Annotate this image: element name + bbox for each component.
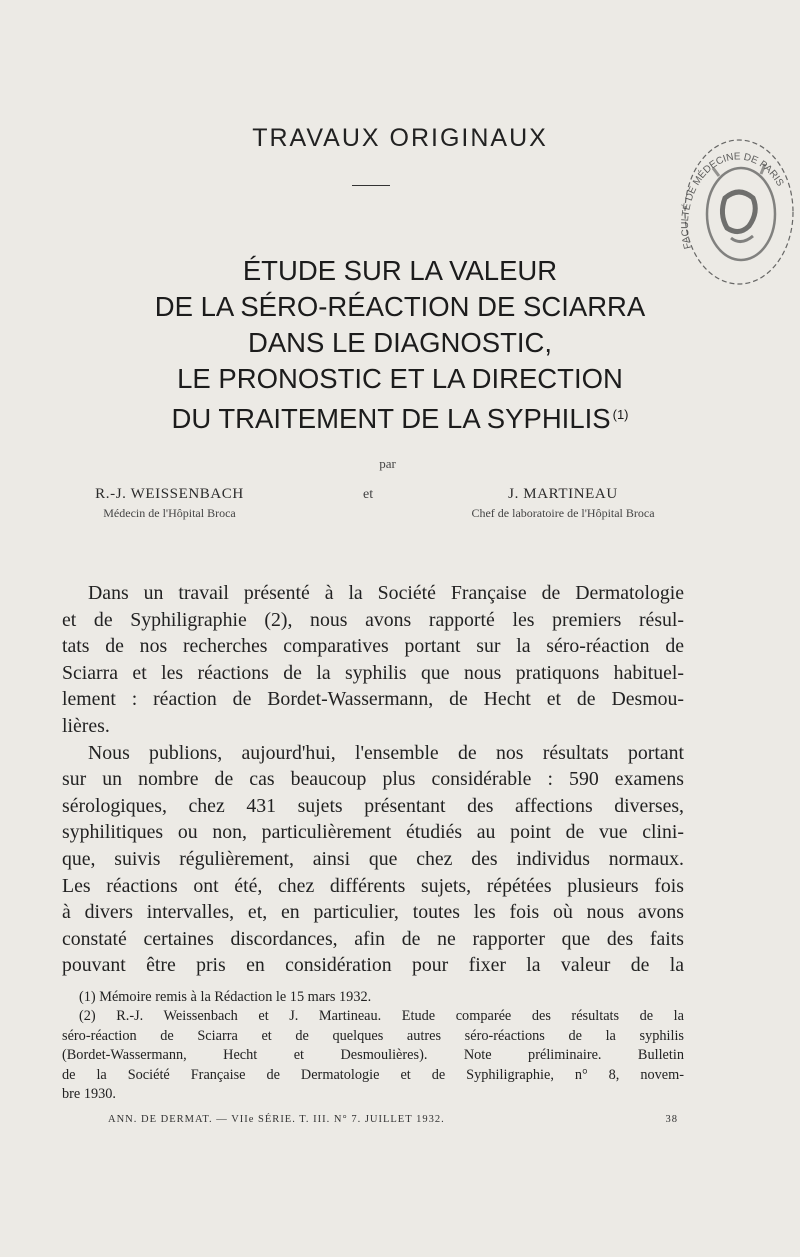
text-line: à divers intervalles, et, en particulier, toutes les fois où nous avons bbox=[62, 901, 684, 924]
footnotes bbox=[62, 988, 684, 1104]
text-line: lières. bbox=[62, 714, 110, 737]
footnote-line: (2) R.-J. Weissenbach et J. Martineau. Etude comparée des résultats de la bbox=[79, 1008, 684, 1025]
footnote-line: bre 1930. bbox=[62, 1086, 116, 1103]
paragraph bbox=[62, 580, 684, 740]
title-line: DE LA SÉRO-RÉACTION DE SCIARRA bbox=[154, 291, 646, 322]
text-line: pouvant être pris en considération pour fixer la valeur de la bbox=[62, 954, 684, 977]
text-line: Nous publions, aujourd'hui, l'ensemble de nos résultats portant bbox=[88, 741, 684, 764]
text-line: tats de nos recherches comparatives portant sur la séro-réaction de bbox=[62, 635, 684, 658]
text-line: et de Syphiligraphie (2), nous avons rapporté les premiers résul- bbox=[62, 608, 684, 631]
footnote-line: séro-réaction de Sciarra et de quelques autres séro-réactions de la syphilis bbox=[62, 1027, 684, 1044]
text-line: lement : réaction de Bordet-Wassermann, de Hecht et de Desmou- bbox=[62, 688, 684, 711]
stamp-inner-ring bbox=[707, 168, 775, 260]
author-name: J. MARTINEAU bbox=[508, 486, 618, 502]
stamp-text: FACULTÉ DE MÉDECINE DE PARIS bbox=[679, 151, 786, 251]
text-line: syphilitiques ou non, particulièrement étudiés au point de vue clini- bbox=[62, 821, 684, 844]
text-line: sur un nombre de cas beaucoup plus considérable : 590 examens bbox=[62, 768, 684, 791]
title-line-last bbox=[0, 397, 800, 437]
author-affiliation: Chef de laboratoire de l'Hôpital Broca bbox=[471, 506, 655, 520]
title-line: LE PRONOSTIC ET LA DIRECTION bbox=[177, 363, 623, 394]
paragraph bbox=[62, 740, 684, 979]
author-1 bbox=[42, 486, 297, 521]
text-line: Les réactions ont été, chez différents sujets, répétées plusieurs fois bbox=[62, 874, 684, 897]
svg-text:FACULTÉ DE MÉDECINE DE PARIS bbox=[679, 151, 785, 250]
stamp-emblem bbox=[722, 192, 755, 232]
footnote-line: (1) Mémoire remis à la Rédaction le 15 mars 1932. bbox=[79, 989, 372, 1005]
title-line: DANS LE DIAGNOSTIC, bbox=[247, 327, 553, 358]
footnote bbox=[79, 988, 684, 1007]
body-text bbox=[62, 580, 684, 979]
text-line: Sciarra et les réactions de la syphilis que nous pratiquons habituel- bbox=[62, 661, 684, 684]
text-line: constaté certaines discordances, afin de ne rapporter que des faits bbox=[62, 927, 684, 950]
author-name: R.-J. WEISSENBACH bbox=[95, 486, 244, 502]
heading-rule bbox=[352, 185, 390, 186]
author-affiliation: Médecin de l'Hôpital Broca bbox=[103, 506, 236, 520]
author-conjunction: et bbox=[363, 487, 374, 502]
title-line: DU TRAITEMENT DE LA SYPHILIS bbox=[171, 403, 611, 434]
journal-reference: ANN. DE DERMAT. — VIIe SÉRIE. T. III. N° 7. JUILLET 1932. bbox=[108, 1114, 445, 1125]
footnote bbox=[62, 1007, 684, 1104]
text-line: Dans un travail présenté à la Société Française de Dermatologie bbox=[88, 582, 684, 604]
footnote-line: (Bordet-Wassermann, Hecht et Desmoulières). Note préliminaire. Bulletin bbox=[62, 1047, 684, 1064]
author-2 bbox=[428, 486, 698, 521]
text-line: que, suivis régulièrement, ainsi que chez des individus normaux. bbox=[62, 847, 684, 870]
title-footnote-ref: (1) bbox=[612, 407, 629, 422]
text-line: sérologiques, chez 431 sujets présentant des affections diverses, bbox=[62, 794, 684, 817]
title-line: ÉTUDE SUR LA VALEUR bbox=[242, 255, 558, 286]
by-line: par bbox=[379, 456, 396, 471]
article-title bbox=[0, 253, 800, 437]
page-number: 38 bbox=[665, 1114, 678, 1125]
section-heading: TRAVAUX ORIGINAUX bbox=[252, 124, 548, 152]
footnote-line: de la Société Française de Dermatologie et de Syphiligraphie, n° 8, novem- bbox=[62, 1066, 684, 1083]
